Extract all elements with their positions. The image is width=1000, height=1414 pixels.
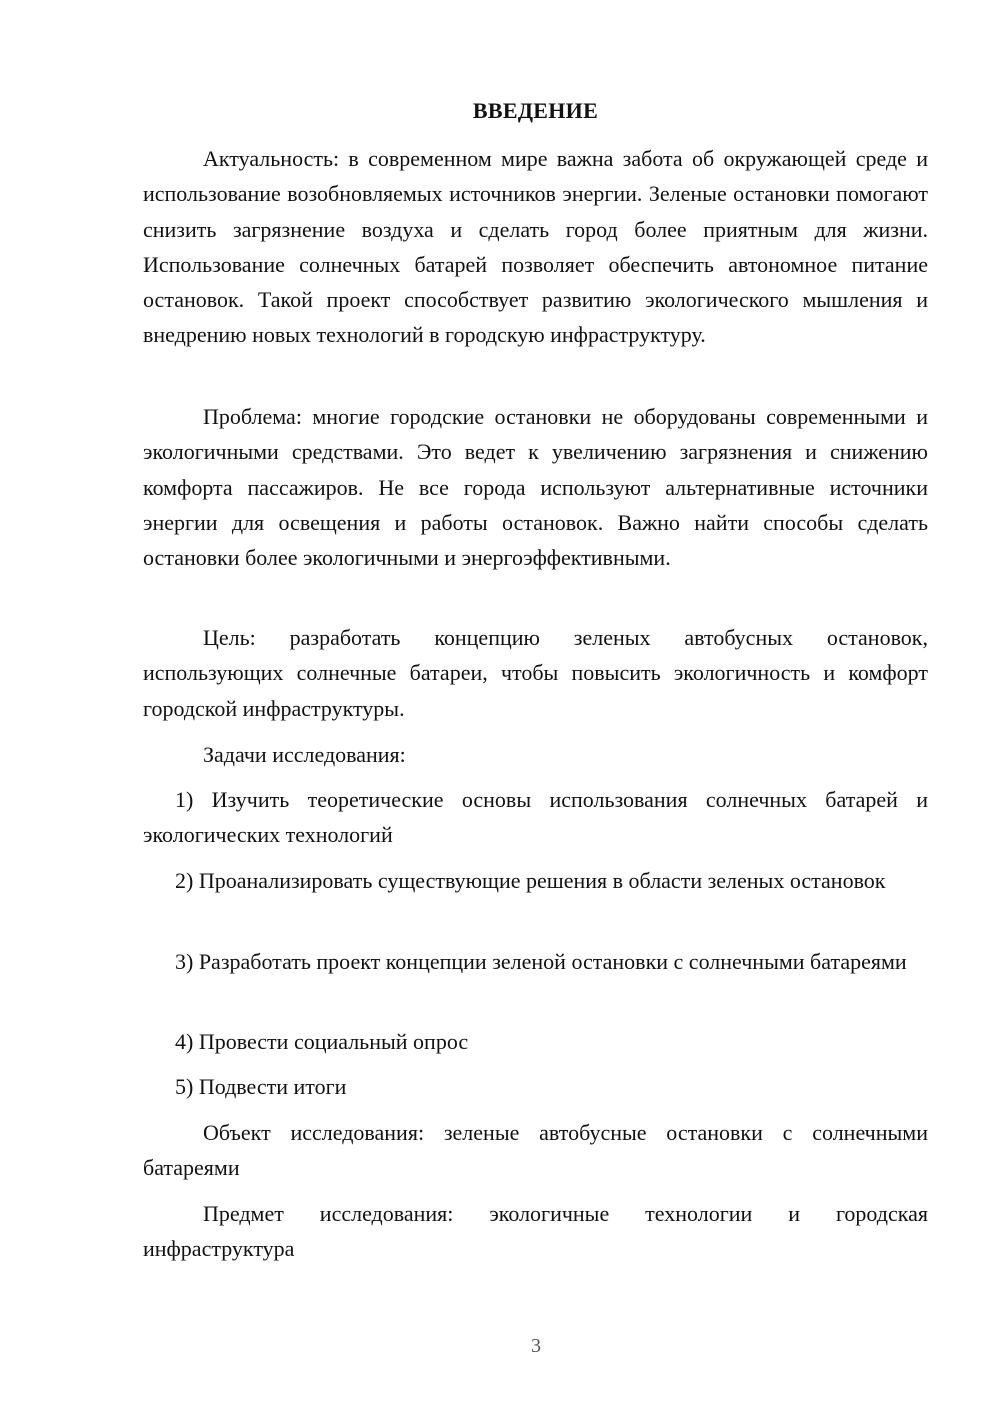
task-item-4: 4) Провести социальный опрос: [175, 1029, 469, 1054]
paragraph-relevance: Актуальность: в современном мире важна забота об окружающей среде и использование возобновляемых источников энергии. Зеленые остановки помогают снизить загрязнение воздуха и сделать город более приятным для жизни. Использование солнечных батарей позволяет обеспечить автономное питание остановок. Такой проект способствует развитию экологического мышления и внедрению новых технологий в городскую инфраструктуру.: [143, 146, 928, 348]
paragraph-problem: Проблема: многие городские остановки не оборудованы современными и экологичными средствами. Это ведет к увеличению загрязнения и снижению комфорта пассажиров. Не все города используют альтернативные источники энергии для освещения и работы остановок. Важно найти способы сделать остановки более экологичными и энергоэффективными.: [143, 404, 928, 571]
paragraph-goal: Цель: разработать концепцию зеленых автобусных остановок, использующих солнечные батареи, чтобы повысить экологичность и комфорт городской инфраструктуры.: [143, 625, 928, 721]
page-number: 3: [531, 1335, 541, 1357]
page-title: ВВЕДЕНИЕ: [472, 98, 599, 123]
tasks-heading: Задачи исследования:: [203, 742, 406, 767]
task-item-5: 5) Подвести итоги: [175, 1074, 347, 1099]
paragraph-subject: Предмет исследования: экологичные технологии и городская инфраструктура: [143, 1201, 928, 1262]
task-item-2: 2) Проанализировать существующие решения в области зеленых остановок: [175, 868, 886, 893]
task-item-1: 1) Изучить теоретические основы использования солнечных батарей и экологических технологий: [143, 787, 928, 848]
task-item-3: 3) Разработать проект концепции зеленой остановки с солнечными батареями: [175, 949, 907, 974]
paragraph-object: Объект исследования: зеленые автобусные остановки с солнечными батареями: [143, 1120, 928, 1181]
